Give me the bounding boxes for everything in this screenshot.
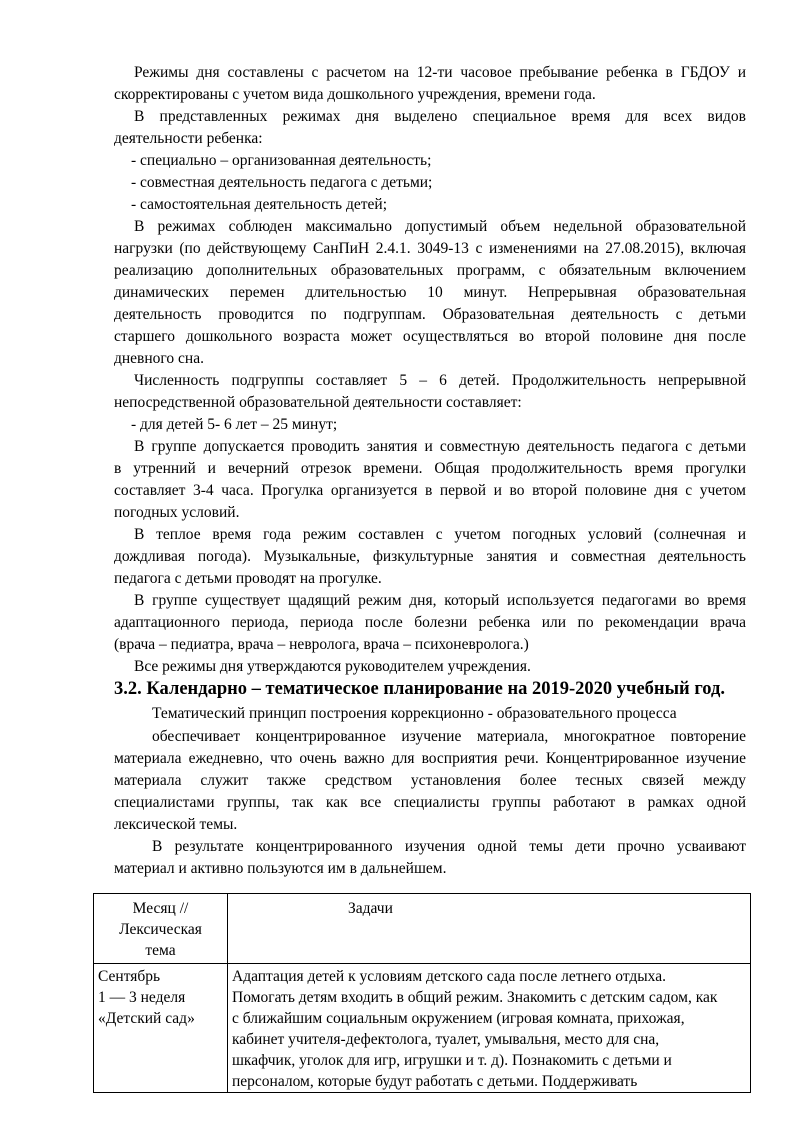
tasks-cell xyxy=(228,964,751,1093)
header-month-line: Месяц // xyxy=(132,900,189,917)
tasks-line: Адаптация детей к условиям детского сада после летнего отдыха. xyxy=(232,968,666,985)
tasks-line: шкафчик, уголок для игр, игрушки и т. д). Познакомить с детьми и xyxy=(232,1052,672,1069)
paragraph-line: реализацию дополнительных образовательных программ, с обязательным включением xyxy=(114,262,746,279)
tasks-line: с ближайшим социальным окружением (игровая комната, прихожая, xyxy=(232,1010,685,1027)
planning-table xyxy=(93,893,751,1093)
list-item: - специально – организованная деятельность; xyxy=(131,152,432,169)
paragraph-line: Тематический принцип построения коррекционно - образовательного процесса xyxy=(152,705,677,722)
paragraph-line: старшего дошкольного возраста может осуществляться во второй половине дня после xyxy=(114,328,746,345)
header-month-line: Лексическая xyxy=(119,921,202,938)
header-month-line: тема xyxy=(145,942,176,959)
paragraph-line: В режимах соблюден максимально допустимый объем недельной образовательной xyxy=(134,218,746,235)
header-month-cell xyxy=(94,894,228,964)
paragraph-line: непосредственной образовательной деятельности составляет: xyxy=(114,394,522,411)
paragraph-line: адаптационного периода, периода после болезни ребенка или по рекомендации врача xyxy=(114,614,746,631)
table-row xyxy=(94,964,751,1093)
paragraph-line: материал и активно пользуются им в дальнейшем. xyxy=(114,860,447,877)
paragraph-line: материала ежедневно, что очень важно для восприятия речи. Концентрированное изучение xyxy=(114,750,746,767)
tasks-line: кабинет учителя-дефектолога, туалет, умывальня, место для сна, xyxy=(232,1031,660,1048)
paragraph-line: лексической темы. xyxy=(114,816,238,833)
paragraph-line: специалистами группы, так как все специалисты группы работают в рамках одной xyxy=(114,794,746,811)
paragraph-line: деятельности ребенка: xyxy=(114,130,263,147)
paragraph-line: В группе допускается проводить занятия и совместную деятельность педагога с детьми xyxy=(134,438,746,455)
paragraph-line: Все режимы дня утверждаются руководителем учреждения. xyxy=(134,658,531,675)
month-cell xyxy=(94,964,228,1093)
paragraph-line: составляет 3-4 часа. Прогулка организуется в первой и во второй половине дня с учетом xyxy=(114,482,746,499)
header-tasks-label: Задачи xyxy=(348,900,393,917)
paragraph-line: погодных условий. xyxy=(114,504,240,521)
paragraph-line: деятельность проводится по подгруппам. Образовательная деятельность с детьми xyxy=(114,306,746,323)
paragraph-line: Режимы дня составлены с расчетом на 12-ти часовое пребывание ребенка в ГБДОУ и xyxy=(134,64,746,81)
paragraph-line: динамических перемен длительностью 10 минут. Непрерывная образовательная xyxy=(114,284,746,301)
month-line: 1 — 3 неделя xyxy=(98,989,186,1006)
paragraph-line: нагрузки (по действующему СанПиН 2.4.1. 3049-13 с изменениями на 27.08.2015), включая xyxy=(114,240,746,257)
month-line: Сентябрь xyxy=(98,968,161,985)
paragraph-line: В группе существует щадящий режим дня, который используется педагогами во время xyxy=(134,592,746,609)
month-line: «Детский сад» xyxy=(98,1010,195,1027)
paragraph-line: дождливая погода). Музыкальные, физкультурные занятия и совместная деятельность xyxy=(114,548,746,565)
paragraph-line: в утренний и вечерний отрезок времени. Общая продолжительность время прогулки xyxy=(114,460,746,477)
paragraph-line: обеспечивает концентрированное изучение материала, многократное повторение xyxy=(152,728,746,745)
section-heading: 3.2. Календарно – тематическое планирование на 2019-2020 учебный год. xyxy=(114,679,725,699)
paragraph-line: В теплое время года режим составлен с учетом погодных условий (солнечная и xyxy=(134,526,746,543)
tasks-line: Помогать детям входить в общий режим. Знакомить с детским садом, как xyxy=(232,989,718,1006)
header-tasks-cell xyxy=(228,894,751,964)
paragraph-line: педагога с детьми проводят на прогулке. xyxy=(114,570,382,587)
list-item: - самостоятельная деятельность детей; xyxy=(131,196,387,213)
tasks-line: персоналом, которые будут работать с детьми. Поддерживать xyxy=(232,1073,638,1090)
table-header-row xyxy=(94,894,751,964)
paragraph-line: скорректированы с учетом вида дошкольного учреждения, времени года. xyxy=(114,86,596,103)
paragraph-line: дневного сна. xyxy=(114,350,204,367)
paragraph-line: Численность подгруппы составляет 5 – 6 детей. Продолжительность непрерывной xyxy=(134,372,746,389)
paragraph-line: (врача – педиатра, врача – невролога, врача – психоневролога.) xyxy=(114,636,529,653)
paragraph-line: В представленных режимах дня выделено специальное время для всех видов xyxy=(134,108,746,125)
paragraph-line: материала служит также средством установления более тесных связей между xyxy=(114,772,746,789)
paragraph-line: В результате концентрированного изучения одной темы дети прочно усваивают xyxy=(152,838,746,855)
list-item: - совместная деятельность педагога с детьми; xyxy=(131,174,433,191)
list-item: - для детей 5- 6 лет – 25 минут; xyxy=(131,416,338,433)
